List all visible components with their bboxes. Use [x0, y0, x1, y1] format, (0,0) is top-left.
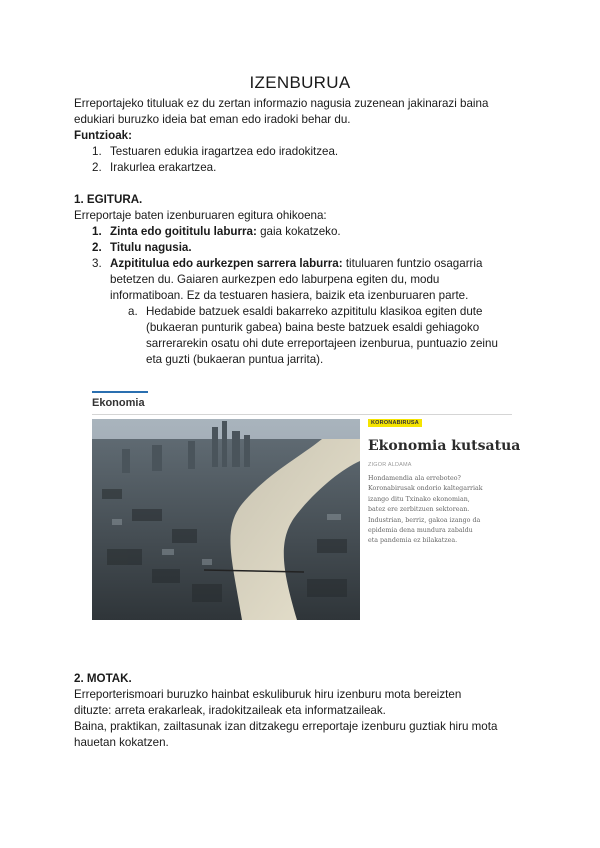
- subitem-a-number: a.: [128, 305, 138, 318]
- structure-item-3-text: tituluaren funtzio osagarria: [342, 257, 483, 270]
- section1-lead: Erreportaje baten izenburuaren egitura ohikoena:: [74, 209, 327, 222]
- figure-body-line: eta pandemia ez bilakatzea.: [368, 537, 458, 545]
- structure-item-1-text: gaia kokatzeko.: [256, 225, 341, 238]
- figure-body-line: Hondamendia ala erreboteo?: [368, 475, 461, 482]
- city-river-photo: [92, 419, 360, 620]
- figure-body-line: Koronabirusak ondorio kaltegarriak: [368, 485, 483, 493]
- intro-line-2: edukiari buruzko ideia bat eman edo iradoki behar du.: [74, 113, 351, 126]
- subitem-a-line-1: Hedabide batzuek esaldi bakarreko azpititulu klasikoa egiten dute: [146, 305, 483, 318]
- figure-divider: [92, 414, 512, 415]
- section2-line-1: Erreporterismoari buruzko hainbat eskuliburuk hiru izenburu mota bereizten: [74, 688, 462, 701]
- structure-item-1-number: 1.: [92, 225, 102, 238]
- figure-standfirst: [368, 474, 518, 547]
- structure-item-1-bold: Zinta edo goititulu laburra:: [110, 225, 257, 238]
- functions-heading: Funtzioak:: [74, 129, 132, 142]
- figure-body-line: epidemia dena mundura zabaldu: [368, 527, 473, 535]
- functions-item-2-number: 2.: [92, 161, 102, 174]
- figure-author: ZIGOR ALDAMA: [368, 462, 412, 468]
- section2-heading: 2. MOTAK.: [74, 672, 132, 685]
- functions-item-1: Testuaren edukia iragartzea edo iradokitzea.: [110, 145, 339, 158]
- page-title: IZENBURUA: [249, 73, 351, 92]
- structure-item-3-line-3: informatiboan. Ez da testuaren hasiera, baizik eta izenburuaren parte.: [110, 289, 469, 302]
- structure-item-1: [110, 224, 341, 240]
- structure-item-3-bold: Azpititulua edo aurkezpen sarrera laburra:: [110, 257, 343, 270]
- figure-body-line: Industrian, berriz, gakoa izango da: [368, 516, 481, 524]
- functions-item-2: Irakurlea erakartzea.: [110, 161, 217, 174]
- topic-tag: KORONABIRUSA: [368, 419, 422, 427]
- subitem-a-line-2: (bukaeran punturik gabea) baina beste batzuek esaldi gehiagoko: [146, 321, 480, 334]
- structure-item-3-line-2: betetzen du. Gaiaren aurkezpen edo laburpena egiten du, modu: [110, 273, 440, 286]
- figure-headline: Ekonomia kutsatua: [368, 438, 521, 454]
- figure-section-rule: [92, 391, 148, 393]
- subitem-a-line-3: sarrerarekin osatu ohi dute erreportajeen izenburua, puntuazio zeinu: [146, 337, 498, 350]
- figure-body-line: izango ditu Txinako ekonomian,: [368, 495, 470, 503]
- city-river-photo-graphic: [92, 419, 360, 620]
- section2-line-3: Baina, praktikan, zailtasunak izan ditzakegu erreportaje izenburu guztiak hiru mota: [74, 720, 498, 733]
- section1-heading: 1. EGITURA.: [74, 193, 143, 206]
- intro-line-1: Erreportajeko tituluak ez du zertan informazio nagusia zuzenean jakinarazi baina: [74, 97, 489, 110]
- section2-line-2: dituzte: arreta erakarleak, iradokitzaileak eta informatzaileak.: [74, 704, 386, 717]
- structure-item-3-number: 3.: [92, 257, 102, 270]
- structure-item-2-bold: Titulu nagusia.: [110, 241, 192, 254]
- structure-item-2: [110, 240, 192, 256]
- subitem-a-line-4: eta guzti (bukaeran puntua jarrita).: [146, 353, 324, 366]
- structure-item-2-number: 2.: [92, 241, 102, 254]
- structure-item-3: [110, 256, 482, 272]
- figure-section-label: Ekonomia: [92, 397, 145, 409]
- figure-body-line: batez ere zerbitzuen sektorean.: [368, 506, 470, 514]
- section2-line-4: hauetan kokatzen.: [74, 736, 169, 749]
- functions-item-1-number: 1.: [92, 145, 102, 158]
